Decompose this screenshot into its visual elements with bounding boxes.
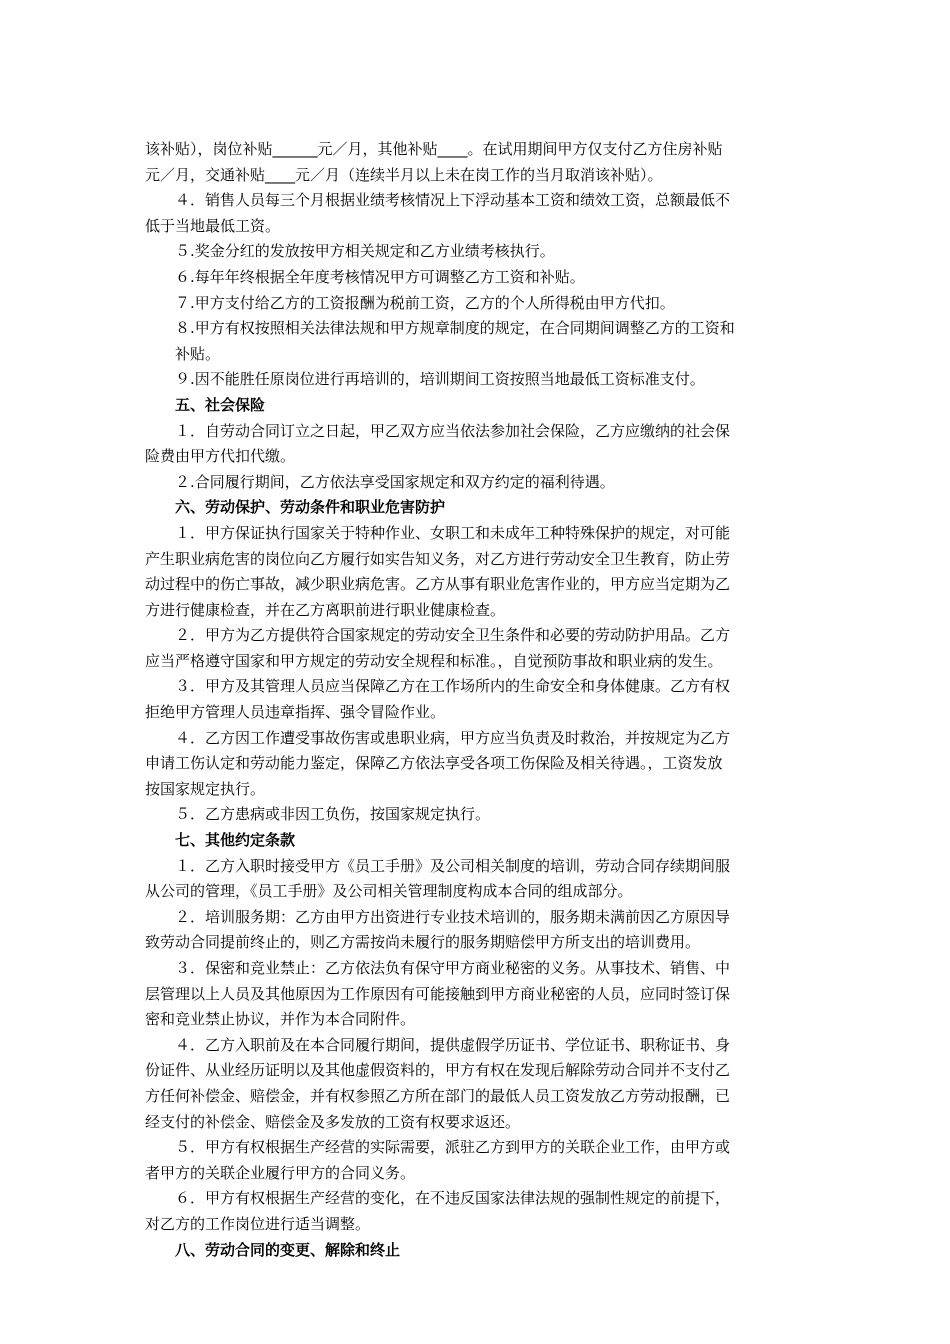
clause-start: ２．培训服务期：乙方由甲方出资进行专业技术培训的，服务期未满前因乙方原因导 [175, 907, 731, 926]
text-line: 该补贴），岗位补贴______元／月，其他补贴____。在试用期间甲方仅支付乙方住房补贴 [145, 140, 723, 158]
clause-8-start: ８.甲方有权按照相关法律法规和甲方规章制度的规定，在合同期间调整乙方的工资和 [175, 319, 735, 338]
text-line: 从公司的管理，《员工手册》及公司相关管理制度构成本合同的组成部分。 [145, 882, 633, 901]
clause-start: ４．乙方因工作遭受事故伤害或患职业病，甲方应当负责及时救治，并按规定为乙方 [175, 728, 731, 747]
clause-start: ４．乙方入职前及在本合同履行期间，提供虚假学历证书、学位证书、职称证书、身 [175, 1035, 731, 1054]
text-line: 方任何补偿金、赔偿金，并有权参照乙方所在部门的最低人员工资发放乙方劳动报酬，已 [145, 1086, 731, 1105]
clause-6: ６.每年年终根据全年度考核情况甲方可调整乙方工资和补贴。 [175, 267, 585, 286]
clause-start: ５．乙方患病或非因工负伤，按国家规定执行。 [175, 805, 491, 824]
text-line: 低于当地最低工资。 [145, 216, 281, 235]
section-heading-social-insurance: 五、社会保险 [175, 395, 266, 414]
clause-start: １．乙方入职时接受甲方《员工手册》及公司相关制度的培训，劳动合同存续期间服 [175, 856, 731, 875]
clause-5: ５.奖金分红的发放按甲方相关规定和乙方业绩考核执行。 [175, 242, 555, 261]
text-line: 对乙方的工作岗位进行适当调整。 [145, 1214, 371, 1233]
text-line: 拒绝甲方管理人员违章指挥、强令冒险作业。 [145, 703, 446, 722]
text-line: 经支付的补偿金、赔偿金及多发放的工资有权要求返还。 [145, 1112, 521, 1131]
text-line: 补贴。 [175, 344, 221, 363]
text-line: 按国家规定执行。 [145, 779, 266, 798]
text-line: 方进行健康检查，并在乙方离职前进行职业健康检查。 [145, 600, 506, 619]
text-line: 应当严格遵守国家和甲方规定的劳动安全规程和标准。，自觉预防事故和职业病的发生。 [145, 651, 723, 670]
text-line: 者甲方的关联企业履行甲方的合同义务。 [145, 1163, 416, 1182]
text-line: 致劳动合同提前终止的，则乙方需按尚未履行的服务期赔偿甲方所支出的培训费用。 [145, 933, 701, 952]
clause-start: ６．甲方有权根据生产经营的变化，在不违反国家法律法规的强制性规定的前提下， [175, 1189, 731, 1208]
clause-start: ３．甲方及其管理人员应当保障乙方在工作场所内的生命安全和身体健康。乙方有权 [175, 677, 731, 696]
clause-7: ７.甲方支付给乙方的工资报酬为税前工资，乙方的个人所得税由甲方代扣。 [175, 293, 675, 312]
clause-start: １．自劳动合同订立之日起，甲乙双方应当依法参加社会保险，乙方应缴纳的社会保 [175, 421, 731, 440]
clause-start: ５．甲方有权根据生产经营的实际需要，派驻乙方到甲方的关联企业工作，由甲方或 [175, 1138, 731, 1157]
contract-page [145, 137, 807, 1263]
clause-start: １．甲方保证执行国家关于特种作业、女职工和未成年工种特殊保护的规定，对可能 [175, 523, 731, 542]
text-line: 动过程中的伤亡事故，减少职业病危害。乙方从事有职业危害作业的，甲方应当定期为乙 [145, 575, 731, 594]
clause-9: ９.因不能胜任原岗位进行再培训的，培训期间工资按照当地最低工资标准支付。 [175, 370, 705, 389]
section-heading-other-terms: 七、其他约定条款 [175, 831, 296, 850]
section-heading-contract-change: 八、劳动合同的变更、解除和终止 [175, 1240, 401, 1259]
text-line: 申请工伤认定和劳动能力鉴定，保障乙方依法享受各项工伤保险及相关待遇。，工资发放 [145, 754, 723, 773]
clause-start: ３．保密和竞业禁止：乙方依法负有保守甲方商业秘密的义务。从事技术、销售、中 [175, 959, 731, 977]
text-line: 元／月，交通补贴____元／月（连续半月以上未在岗工作的当月取消该补贴）。 [145, 165, 663, 184]
clause-4-start: ４．销售人员每三个月根据业绩考核情况上下浮动基本工资和绩效工资，总额最低不 [175, 191, 731, 210]
clause-start: ２．甲方为乙方提供符合国家规定的劳动安全卫生条件和必要的劳动防护用品。乙方 [175, 626, 731, 645]
text-line: 层管理以上人员及其他原因为工作原因有可能接触到甲方商业秘密的人员，应同时签订保 [145, 984, 731, 1003]
text-line: 密和竞业禁止协议，并作为本合同附件。 [145, 1010, 416, 1029]
text-line: 产生职业病危害的岗位向乙方履行如实告知义务，对乙方进行劳动安全卫生教育，防止劳 [145, 549, 731, 568]
text-line: 份证件、从业经历证明以及其他虚假资料的，甲方有权在发现后解除劳动合同并不支付乙 [145, 1061, 731, 1080]
text-line: 险费由甲方代扣代缴。 [145, 447, 296, 466]
clause-start: ２.合同履行期间，乙方依法享受国家规定和双方约定的福利待遇。 [175, 472, 615, 491]
section-heading-labor-protection: 六、劳动保护、劳动条件和职业危害防护 [175, 498, 446, 517]
